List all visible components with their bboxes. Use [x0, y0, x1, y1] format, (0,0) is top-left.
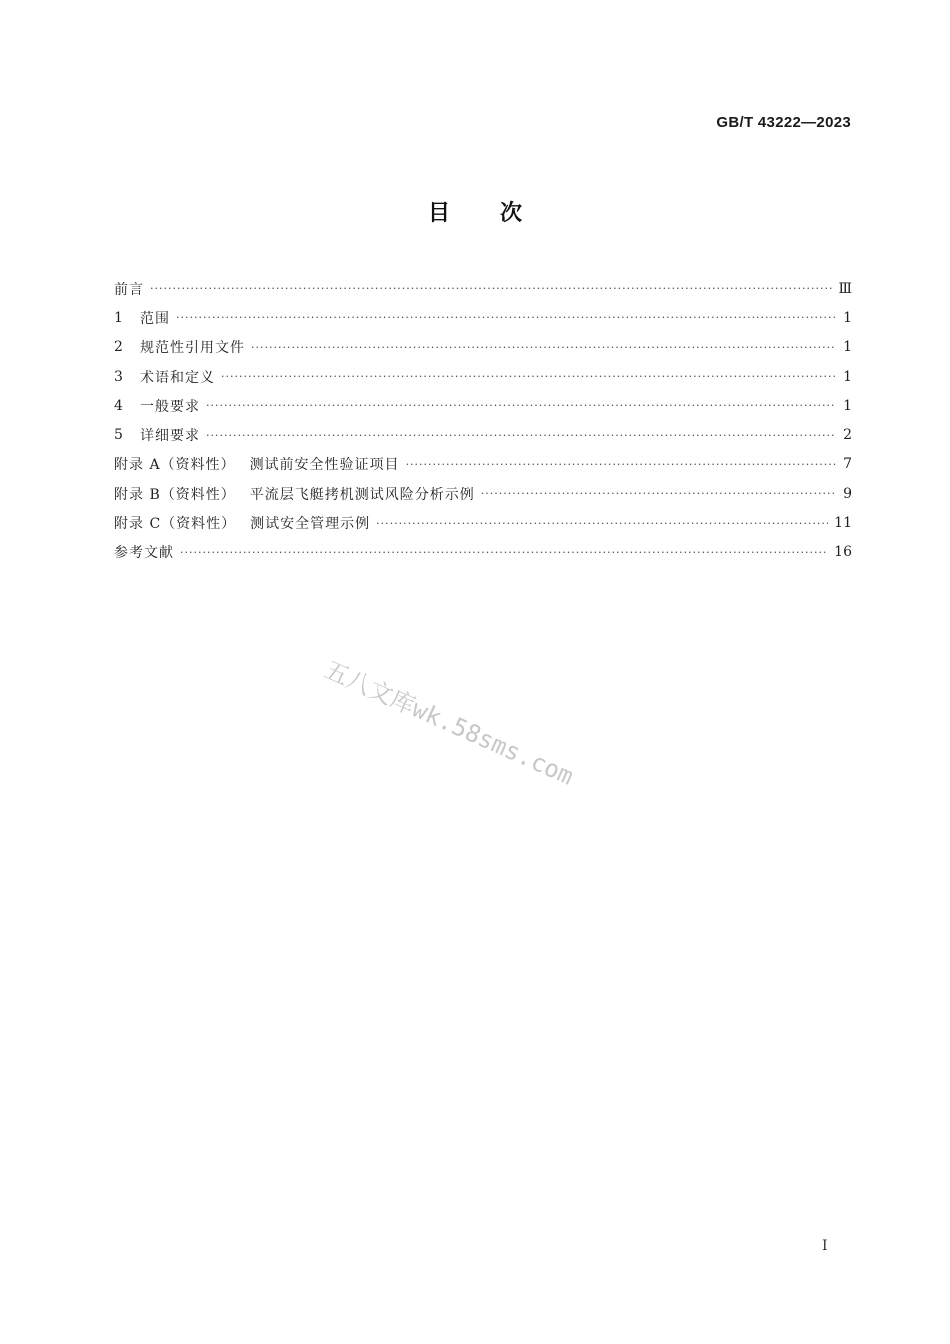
toc-entry-bibliography[interactable]: [114, 538, 852, 567]
toc-entry-annex-c[interactable]: [114, 508, 852, 537]
toc-leader-dots: [206, 429, 836, 442]
toc-entry-number: 2: [114, 339, 123, 356]
toc-leader-dots: [251, 341, 836, 354]
toc-annex-title: 平流层飞艇拷机测试风险分析示例: [249, 486, 475, 503]
toc-leader-dots: [481, 487, 836, 500]
toc-entry-label: 前言: [114, 281, 144, 298]
toc-entry-label: 范围: [140, 310, 170, 327]
toc-entry-general-requirements[interactable]: [114, 391, 852, 420]
toc-leader-dots: [176, 311, 836, 324]
toc-annex-title: 测试前安全性验证项目: [249, 457, 400, 474]
title-char-2: 次: [500, 201, 523, 226]
toc-entry-annex-b[interactable]: [114, 479, 852, 508]
toc-entry-foreword[interactable]: [114, 274, 852, 303]
toc-entry-page: 1: [843, 309, 852, 326]
toc-leader-dots: [221, 370, 836, 383]
toc-entry-scope[interactable]: [114, 303, 852, 332]
toc-entry-terms-definitions[interactable]: [114, 362, 852, 391]
toc-leader-dots: [406, 458, 836, 471]
toc-annex-title: 测试安全管理示例: [250, 516, 371, 533]
toc-entry-page: Ⅲ: [838, 280, 852, 297]
toc-entry-label: 参考文献: [114, 545, 174, 562]
toc-entry-label: 术语和定义: [140, 369, 215, 386]
toc-entry-page: 1: [843, 339, 852, 356]
toc-entry-page: 11: [834, 515, 852, 532]
toc-leader-dots: [180, 546, 828, 559]
toc-entry-number: 1: [114, 309, 123, 326]
toc-entry-label: [114, 454, 400, 474]
toc-entry-number: 5: [114, 427, 123, 444]
toc-entry-detailed-requirements[interactable]: [114, 420, 852, 449]
standard-code: GB/T 43222—2023: [716, 114, 851, 131]
toc-entry-normative-references[interactable]: [114, 333, 852, 362]
toc-entry-label: [114, 484, 475, 504]
toc-entry-label: 详细要求: [140, 428, 200, 445]
toc-entry-page: 2: [843, 427, 852, 444]
toc-entry-number: 3: [114, 368, 123, 385]
toc-annex-prefix: 附录 C（资料性）: [114, 516, 237, 533]
page-number: I: [822, 1238, 828, 1254]
watermark: 五八文库wk.58sms.com: [320, 655, 578, 791]
toc-entry-annex-a[interactable]: [114, 450, 852, 479]
table-of-contents: [114, 274, 852, 567]
toc-entry-number: 4: [114, 397, 123, 414]
toc-entry-page: 16: [834, 544, 852, 561]
toc-leader-dots: [206, 399, 836, 412]
toc-entry-page: 1: [843, 397, 852, 414]
toc-entry-page: 1: [843, 368, 852, 385]
toc-annex-prefix: 附录 A（资料性）: [114, 457, 236, 474]
toc-entry-page: 7: [843, 456, 852, 473]
toc-annex-prefix: 附录 B（资料性）: [114, 486, 236, 503]
toc-leader-dots: [150, 282, 832, 295]
toc-entry-page: 9: [843, 485, 852, 502]
toc-entry-label: [114, 513, 370, 533]
page-title: [0, 196, 950, 227]
title-char-1: 目: [427, 201, 450, 226]
toc-leader-dots: [376, 517, 828, 530]
toc-entry-label: 一般要求: [140, 398, 200, 415]
toc-entry-label: 规范性引用文件: [140, 340, 245, 357]
